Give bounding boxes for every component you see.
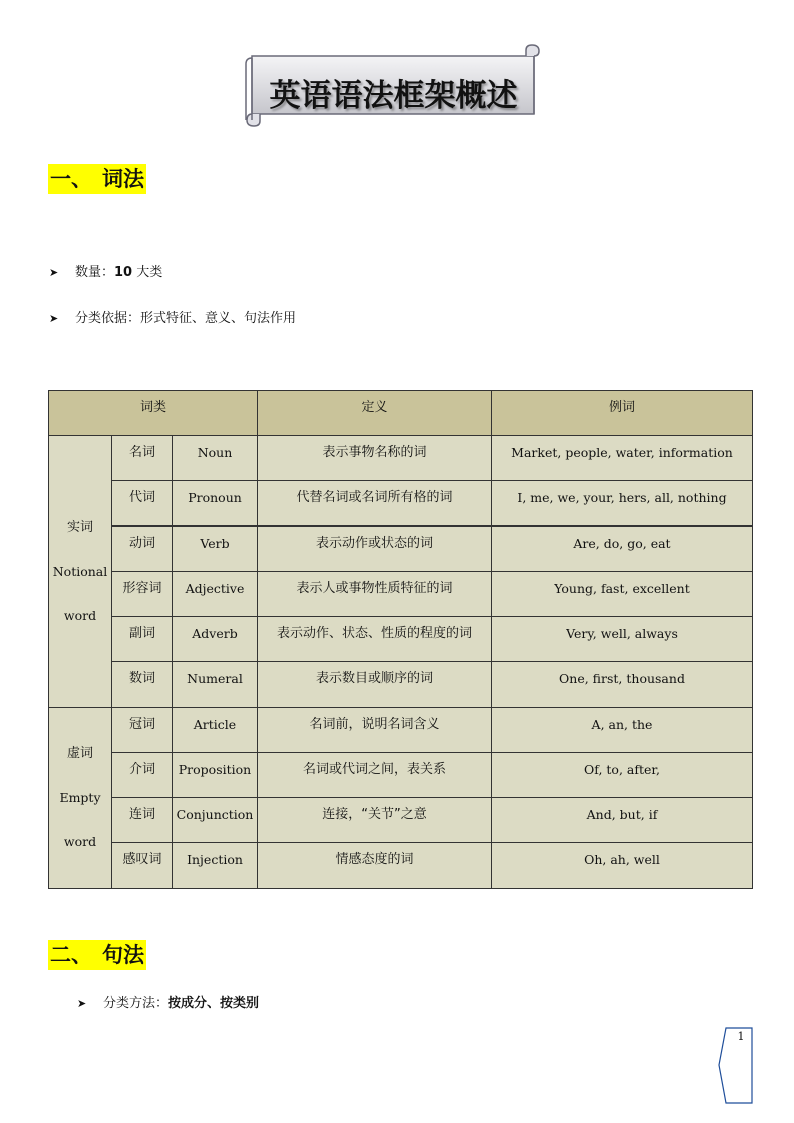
table-cell-en: Adverb xyxy=(172,616,258,662)
bullet-label: 分类依据： xyxy=(75,311,141,326)
table-cell-cn: 感叹词 xyxy=(111,842,173,889)
section-number: 一、 xyxy=(50,166,92,191)
table-cell-ex: And, but, if xyxy=(491,797,753,843)
table-cell-cn: 数词 xyxy=(111,661,173,708)
table-cell-def: 名词前，说明名词含义 xyxy=(257,707,492,753)
bullet-suffix: 大类 xyxy=(136,265,163,280)
table-cell-cn: 代词 xyxy=(111,480,173,526)
table-cell-def: 表示动作、状态、性质的程度的词 xyxy=(257,616,492,662)
header-word-class: 词类 xyxy=(48,390,258,436)
bullet-value: 按成分、按类别 xyxy=(168,996,260,1011)
table-cell-cn: 介词 xyxy=(111,752,173,798)
table-cell-en: Verb xyxy=(172,526,258,572)
group-empty-word: 虚词 Empty word xyxy=(48,707,112,889)
table-cell-en: Numeral xyxy=(172,661,258,708)
title-banner xyxy=(242,44,545,128)
table-cell-def: 连接，“关节”之意 xyxy=(257,797,492,843)
section-heading-syntax xyxy=(48,940,146,970)
section-label: 词法 xyxy=(102,166,144,191)
arrow-bullet-icon: ➤ xyxy=(77,997,87,1010)
section-heading-lexis xyxy=(48,164,146,194)
table-cell-def: 情感态度的词 xyxy=(257,842,492,889)
bullet-value: 形式特征、意义、句法作用 xyxy=(140,311,297,326)
table-cell-ex: Are, do, go, eat xyxy=(491,526,753,572)
bullet-basis xyxy=(49,310,296,328)
table-cell-ex: A, an, the xyxy=(491,707,753,753)
table-cell-cn: 形容词 xyxy=(111,571,173,617)
table-cell-def: 表示人或事物性质特征的词 xyxy=(257,571,492,617)
table-cell-def: 表示数目或顺序的词 xyxy=(257,661,492,708)
table-cell-ex: Oh, ah, well xyxy=(491,842,753,889)
table-cell-ex: Very, well, always xyxy=(491,616,753,662)
table-cell-ex: Market, people, water, information xyxy=(491,435,753,481)
section-number: 二、 xyxy=(50,942,92,967)
table-cell-ex: I, me, we, your, hers, all, nothing xyxy=(491,480,753,526)
table-cell-en: Article xyxy=(172,707,258,753)
bullet-label: 分类方法： xyxy=(103,996,169,1011)
table-cell-cn: 副词 xyxy=(111,616,173,662)
table-cell-def: 名词或代词之间，表关系 xyxy=(257,752,492,798)
table-cell-en: Proposition xyxy=(172,752,258,798)
bullet-method xyxy=(77,995,259,1013)
table-cell-cn: 动词 xyxy=(111,526,173,572)
table-cell-cn: 名词 xyxy=(111,435,173,481)
page-number: 1 xyxy=(737,1030,745,1043)
table-cell-cn: 连词 xyxy=(111,797,173,843)
table-cell-en: Injection xyxy=(172,842,258,889)
table-cell-def: 代替名词或名词所有格的词 xyxy=(257,480,492,526)
group-notional-word: 实词 Notional word xyxy=(48,435,112,708)
table-cell-ex: One, first, thousand xyxy=(491,661,753,708)
table-cell-en: Pronoun xyxy=(172,480,258,526)
table-cell-ex: Of, to, after, xyxy=(491,752,753,798)
page-title: 英语语法框架概述 xyxy=(269,78,518,114)
word-class-table xyxy=(48,390,753,889)
table-cell-def: 表示动作或状态的词 xyxy=(257,526,492,572)
arrow-bullet-icon: ➤ xyxy=(49,266,59,279)
table-cell-en: Noun xyxy=(172,435,258,481)
arrow-bullet-icon: ➤ xyxy=(49,312,59,325)
bullet-count xyxy=(49,264,162,282)
table-cell-cn: 冠词 xyxy=(111,707,173,753)
page-number-box xyxy=(718,1027,754,1105)
header-examples: 例词 xyxy=(491,390,753,436)
table-cell-en: Conjunction xyxy=(172,797,258,843)
table-cell-en: Adjective xyxy=(172,571,258,617)
table-cell-def: 表示事物名称的词 xyxy=(257,435,492,481)
bullet-value: 10 xyxy=(114,265,133,280)
header-definition: 定义 xyxy=(257,390,492,436)
table-cell-ex: Young, fast, excellent xyxy=(491,571,753,617)
bullet-label: 数量： xyxy=(75,265,115,280)
section-label: 句法 xyxy=(102,942,144,967)
